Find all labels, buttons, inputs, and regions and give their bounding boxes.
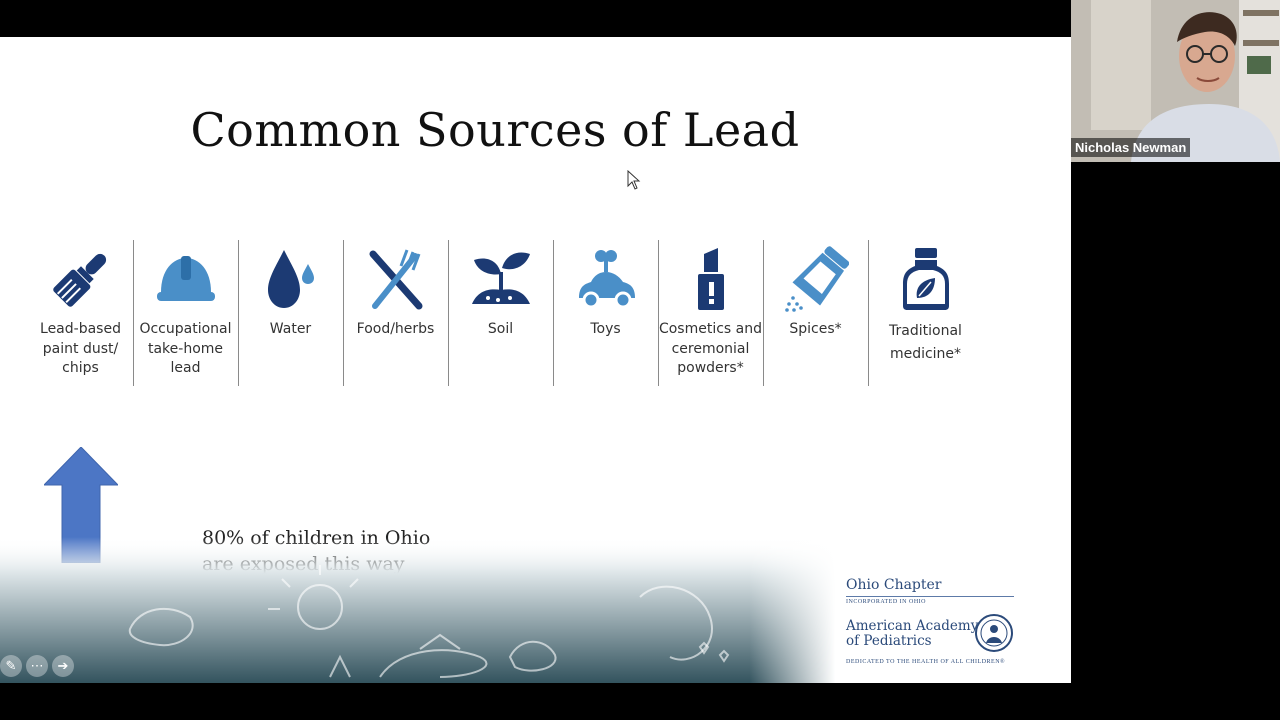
source-label: Water: [269, 321, 312, 337]
aap-ohio-chapter-logo: [846, 577, 1021, 665]
logo-incorporated: INCORPORATED IN OHIO: [846, 599, 926, 605]
source-food: [343, 240, 448, 386]
source-label: Cosmetics and ceremonial powders*: [658, 321, 763, 376]
source-label: Spices*: [789, 321, 842, 337]
divider: [868, 240, 869, 386]
hard-hat-icon: [153, 246, 219, 312]
logo-org-line-1: American Academy: [846, 618, 979, 634]
slide-nav-controls: [0, 655, 74, 677]
aap-seal-icon: [974, 613, 1014, 653]
medicine-jar-icon: [893, 246, 959, 312]
source-water: [238, 240, 343, 386]
logo-org-name: [846, 619, 978, 649]
source-label: Occupational take-home lead: [139, 321, 232, 376]
water-drop-icon: [258, 246, 324, 312]
source-spices: [763, 240, 868, 386]
lipstick-icon: [678, 246, 744, 312]
logo-chapter: Ohio Chapter: [846, 577, 942, 593]
source-paint: [28, 240, 133, 386]
slide-title: Common Sources of Lead: [190, 103, 800, 157]
source-label: Soil: [487, 321, 514, 337]
source-label: Lead-based paint dust/ chips: [40, 321, 121, 376]
source-label: Traditional medicine*: [889, 323, 962, 362]
source-label: Food/herbs: [356, 321, 435, 337]
salt-shaker-icon: [783, 246, 849, 312]
presentation-slide: [0, 37, 1071, 683]
wind-up-car-icon: [573, 246, 639, 312]
source-soil: [448, 240, 553, 386]
source-medicine: [873, 240, 978, 386]
bottom-black-bar: [0, 683, 1071, 720]
logo-rule: [846, 596, 1014, 597]
source-cosmetics: [658, 240, 763, 386]
pen-tool-icon[interactable]: ✎: [0, 655, 22, 677]
sprout-icon: [468, 246, 534, 312]
more-options-icon[interactable]: ⋯: [26, 655, 48, 677]
next-slide-arrow-icon[interactable]: ➔: [52, 655, 74, 677]
participant-name-tag: Nicholas Newman: [1071, 138, 1190, 157]
source-label: Toys: [590, 321, 621, 337]
fork-knife-icon: [363, 246, 429, 312]
logo-org-line-2: of Pediatrics: [846, 633, 932, 649]
logo-dedication: DEDICATED TO THE HEALTH OF ALL CHILDREN®: [846, 659, 1006, 665]
lead-sources-row: [28, 240, 1028, 390]
source-occupational: [133, 240, 238, 386]
paintbrush-icon: [48, 246, 114, 312]
mouse-cursor-icon: [627, 170, 641, 190]
source-toys: [553, 240, 658, 386]
